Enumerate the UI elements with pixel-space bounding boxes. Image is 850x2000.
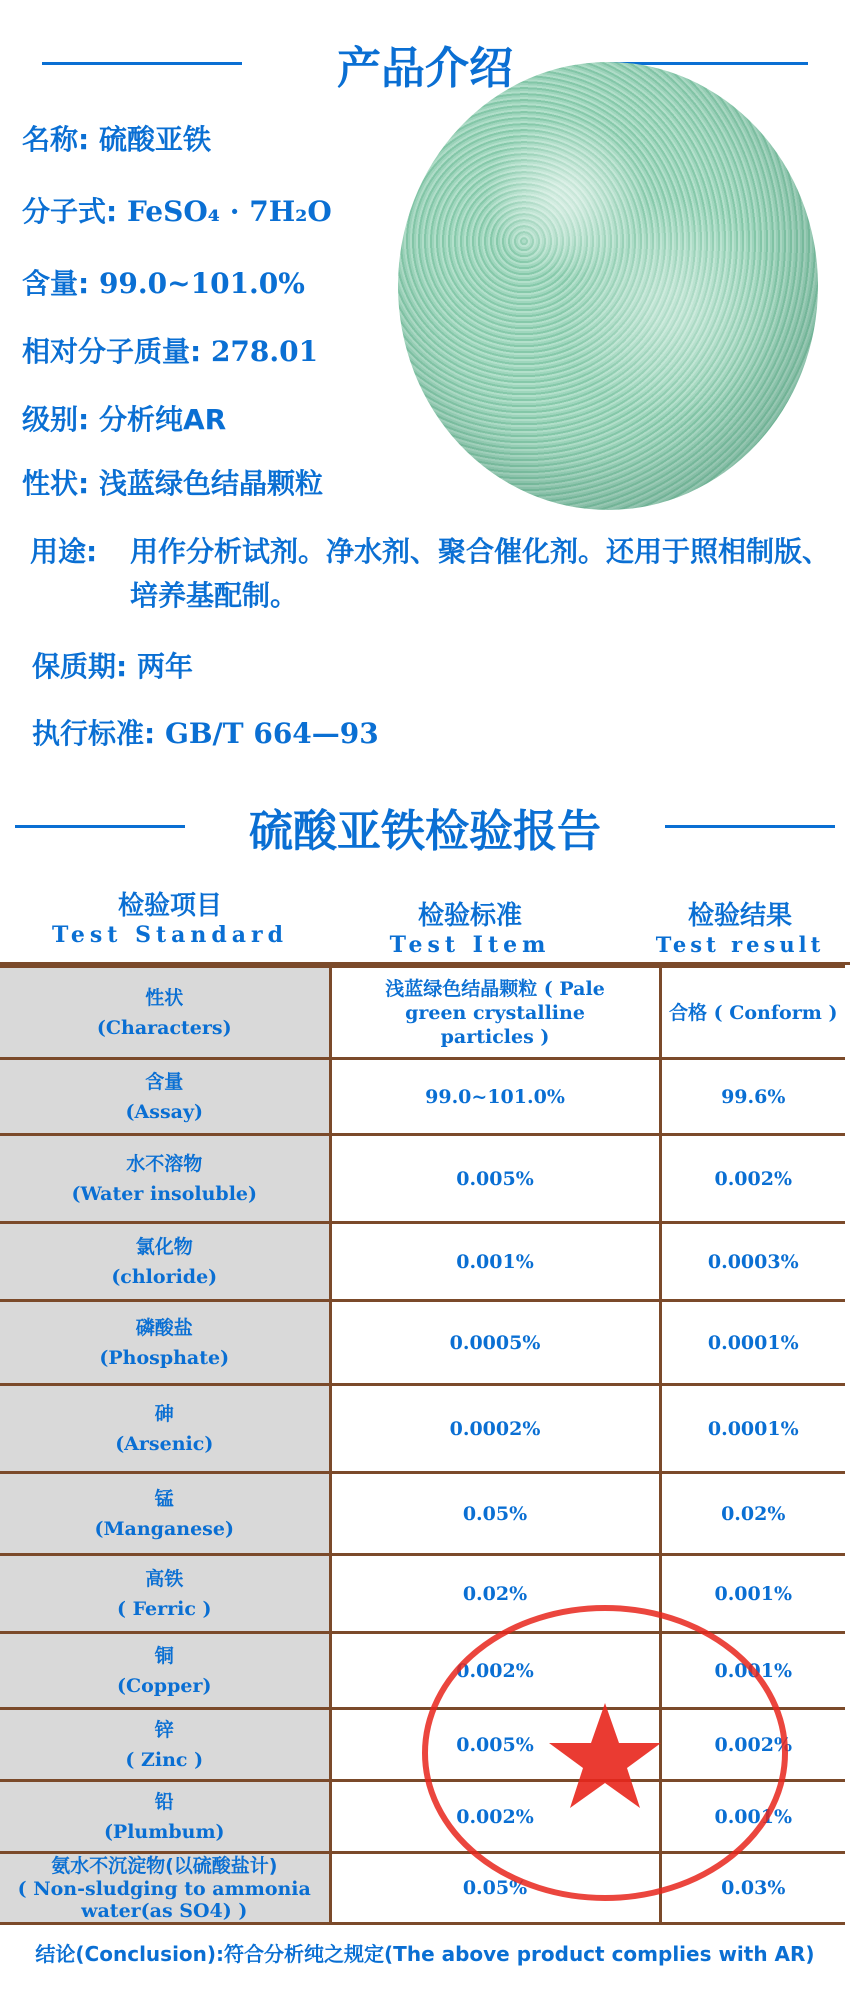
item-cell: 含量 (Assay)	[0, 1059, 330, 1135]
item-cell: 铜 (Copper)	[0, 1633, 330, 1709]
info-appearance: 性状: 浅蓝绿色结晶颗粒	[22, 467, 323, 500]
item-cell: 性状 (Characters)	[0, 967, 330, 1059]
report-header	[0, 795, 850, 865]
standard-cell: 0.02%	[330, 1555, 660, 1633]
item-cell: 锌 ( Zinc )	[0, 1709, 330, 1781]
column-header-standard: 检验标准 Test Item	[389, 901, 551, 958]
product-photo	[398, 62, 818, 510]
result-cell: 99.6%	[660, 1059, 845, 1135]
result-cell: 0.03%	[660, 1853, 845, 1924]
item-cell: 水不溶物 (Water insoluble)	[0, 1135, 330, 1223]
result-cell: 0.001%	[660, 1633, 845, 1709]
standard-cell: 0.002%	[330, 1633, 660, 1709]
table-row	[0, 1709, 845, 1781]
conclusion: 结论(Conclusion):符合分析纯之规定(The above product complies with AR)	[35, 1942, 815, 1966]
table-row	[0, 1385, 845, 1473]
table-row	[0, 967, 845, 1059]
standard-cell: 0.0005%	[330, 1301, 660, 1385]
product-intro-header	[0, 32, 850, 102]
result-cell: 0.02%	[660, 1473, 845, 1555]
result-cell: 0.001%	[660, 1781, 845, 1853]
table-row	[0, 1135, 845, 1223]
result-cell: 0.002%	[660, 1135, 845, 1223]
standard-cell: 浅蓝绿色结晶颗粒 ( Pale green crystalline particles )	[330, 967, 660, 1059]
table-row	[0, 1633, 845, 1709]
info-name: 名称: 硫酸亚铁	[22, 123, 211, 156]
result-cell: 0.0003%	[660, 1223, 845, 1301]
column-header-result: 检验结果 Test result	[655, 901, 825, 957]
table-row	[0, 1853, 845, 1924]
info-formula: 分子式: FeSO₄ · 7H₂O	[22, 195, 332, 228]
result-cell: 0.002%	[660, 1709, 845, 1781]
table-row	[0, 1781, 845, 1853]
info-content: 含量: 99.0~101.0%	[22, 267, 305, 300]
item-cell: 氯化物 (chloride)	[0, 1223, 330, 1301]
standard-cell: 0.05%	[330, 1853, 660, 1924]
item-cell: 锰 (Manganese)	[0, 1473, 330, 1555]
item-cell: 铅 (Plumbum)	[0, 1781, 330, 1853]
item-cell: 砷 (Arsenic)	[0, 1385, 330, 1473]
standard-cell: 0.05%	[330, 1473, 660, 1555]
item-cell: 磷酸盐 (Phosphate)	[0, 1301, 330, 1385]
table-row	[0, 1301, 845, 1385]
table-row	[0, 1059, 845, 1135]
item-cell: 高铁 ( Ferric )	[0, 1555, 330, 1633]
result-cell: 0.001%	[660, 1555, 845, 1633]
result-cell: 0.0001%	[660, 1385, 845, 1473]
info-standard: 执行标准: GB/T 664—93	[32, 717, 379, 750]
standard-cell: 99.0~101.0%	[330, 1059, 660, 1135]
standard-cell: 0.002%	[330, 1781, 660, 1853]
info-molecular-mass: 相对分子质量: 278.01	[22, 335, 319, 368]
inspection-table	[0, 965, 845, 1925]
item-cell: 氨水不沉淀物(以硫酸盐计) ( Non-sludging to ammonia water(as SO4) )	[0, 1853, 330, 1924]
standard-cell: 0.005%	[330, 1709, 660, 1781]
table-row	[0, 1555, 845, 1633]
info-grade: 级别: 分析纯AR	[22, 403, 227, 436]
column-header-item: 检验项目 Test Standard	[52, 891, 288, 948]
standard-cell: 0.0002%	[330, 1385, 660, 1473]
table-row	[0, 1223, 845, 1301]
table-row	[0, 1473, 845, 1555]
result-cell: 合格 ( Conform )	[660, 967, 845, 1059]
info-shelf-life: 保质期: 两年	[32, 650, 193, 683]
standard-cell: 0.001%	[330, 1223, 660, 1301]
section-title: 产品介绍	[337, 43, 513, 94]
section-title: 硫酸亚铁检验报告	[249, 806, 601, 857]
standard-cell: 0.005%	[330, 1135, 660, 1223]
result-cell: 0.0001%	[660, 1301, 845, 1385]
